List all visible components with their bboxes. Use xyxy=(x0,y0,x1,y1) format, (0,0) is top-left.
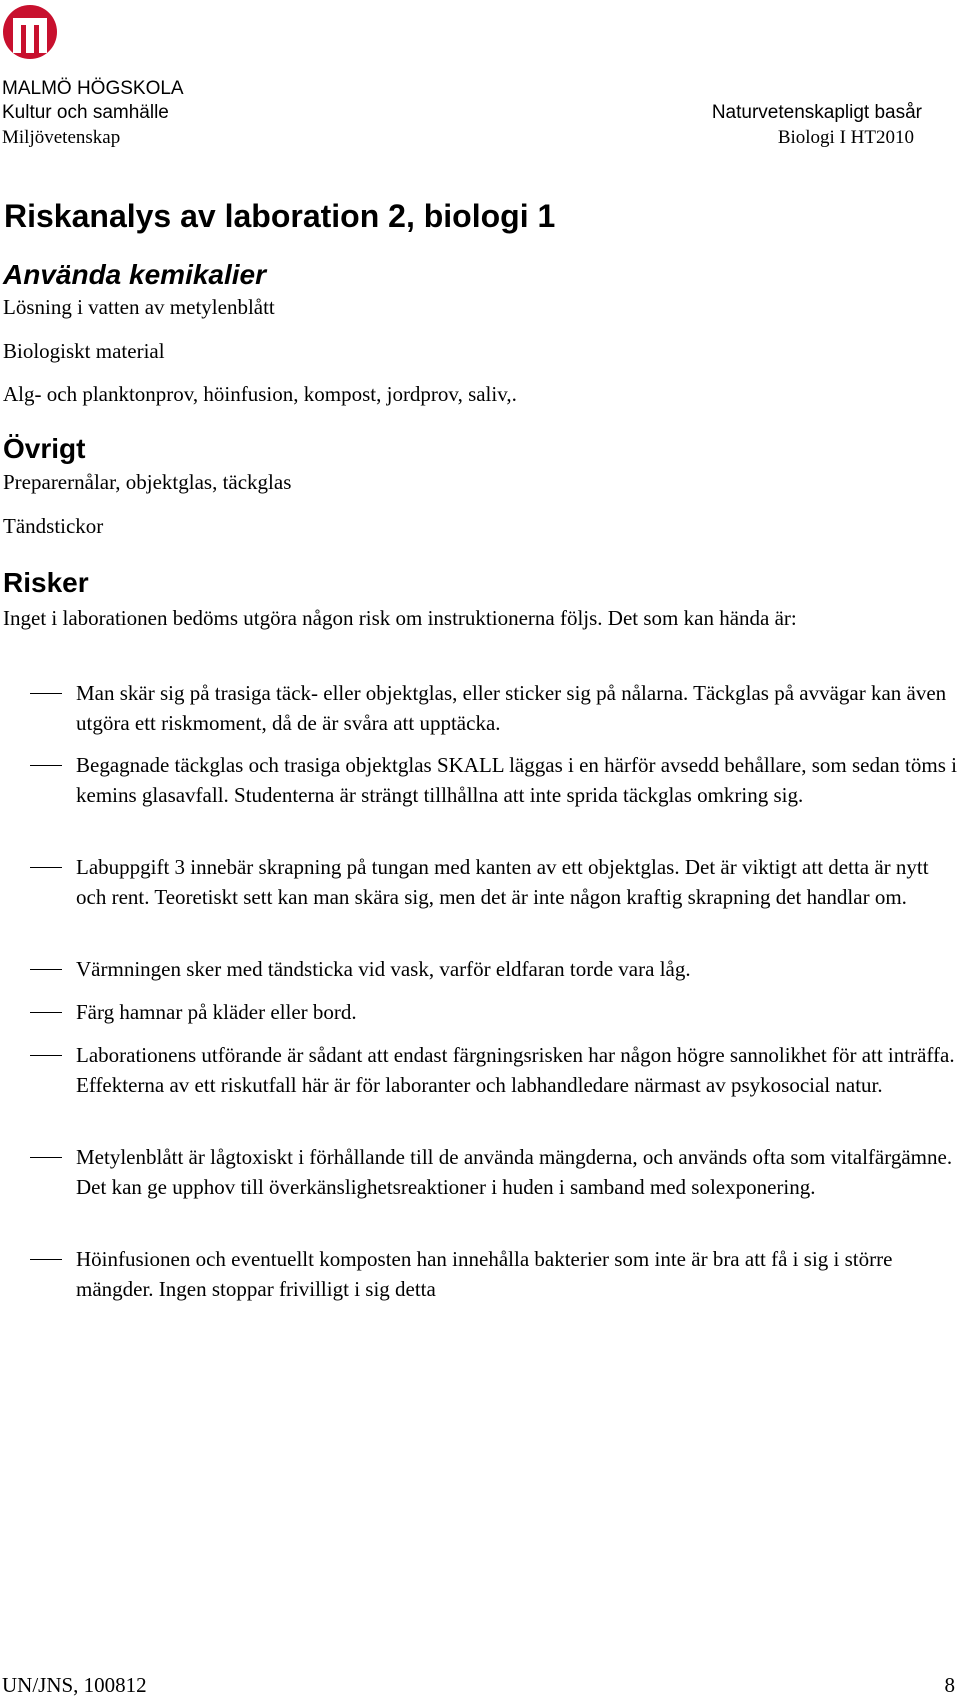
other-line-2: Tändstickor xyxy=(3,514,104,538)
risk-item-6: Laborationens utförande är sådant att endast färgningsrisken har någon högre sannolikhet för att inträffa. Effekterna av ett riskutfall här är för laboranter och labhandledare närmast av psykosocial natur. xyxy=(76,1043,955,1097)
risks-intro: Inget i laborationen bedöms utgöra någon risk om instruktionerna följs. Det som kan hända är: xyxy=(3,606,797,630)
risk-item-4: Värmningen sker med tändsticka vid vask, varför eldfaran torde vara låg. xyxy=(76,957,691,981)
list-dash xyxy=(30,1055,62,1056)
malmo-hogskola-logo-icon xyxy=(2,3,58,61)
list-dash xyxy=(30,1012,62,1013)
chemicals-line-3: Alg- och planktonprov, höinfusion, kompost, jordprov, saliv,. xyxy=(3,382,517,406)
list-dash xyxy=(30,867,62,868)
list-dash xyxy=(30,765,62,766)
risk-item-5: Färg hamnar på kläder eller bord. xyxy=(76,1000,357,1024)
risk-item-2: Begagnade täckglas och trasiga objektglas SKALL läggas i en härför avsedd behållare, som sedan töms i kemins glasavfall. Studenterna är strängt tillhållna att inte sprida täckglas omkring sig. xyxy=(76,753,957,807)
other-line-1: Preparernålar, objektglas, täckglas xyxy=(3,470,292,494)
chemicals-line-1: Lösning i vatten av metylenblått xyxy=(3,295,275,319)
course-name: Biologi I HT2010 xyxy=(777,127,914,148)
program-name: Naturvetenskapligt basår xyxy=(711,102,922,123)
chemicals-line-2: Biologiskt material xyxy=(3,339,165,363)
heading-chemicals: Använda kemikalier xyxy=(3,259,267,290)
risk-item-8: Höinfusionen och eventuellt komposten han innehålla bakterier som inte är bra att få i sig i större mängder. Ingen stoppar frivilligt i sig detta xyxy=(76,1247,893,1301)
list-dash xyxy=(30,1259,62,1260)
school-name: MALMÖ HÖGSKOLA xyxy=(2,78,184,99)
heading-risks: Risker xyxy=(3,567,89,598)
department-name: Miljövetenskap xyxy=(2,127,121,148)
risk-item-7: Metylenblått är lågtoxiskt i förhållande till de använda mängderna, och används ofta som vitalfärgämne. Det kan ge upphov till överkänslighetsreaktioner i huden i samband med solexponering. xyxy=(76,1145,953,1199)
list-dash xyxy=(30,969,62,970)
footer-code: UN/JNS, 100812 xyxy=(2,1673,147,1697)
page-number: 8 xyxy=(944,1673,955,1697)
list-dash xyxy=(30,1157,62,1158)
page-title: Riskanalys av laboration 2, biologi 1 xyxy=(4,198,556,234)
risk-item-1: Man skär sig på trasiga täck- eller objektglas, eller sticker sig på nålarna. Täckglas på avvägar kan även utgöra ett riskmoment, då de är svåra att upptäcka. xyxy=(76,681,947,735)
heading-other: Övrigt xyxy=(3,433,86,464)
risk-item-3: Labuppgift 3 innebär skrapning på tungan med kanten av ett objektglas. Det är viktigt att detta är nytt och rent. Teoretiskt sett kan man skära sig, men det är inte någon kraftig skrapning det handlar om. xyxy=(76,855,929,909)
list-dash xyxy=(30,693,62,694)
faculty-name: Kultur och samhälle xyxy=(2,102,169,123)
